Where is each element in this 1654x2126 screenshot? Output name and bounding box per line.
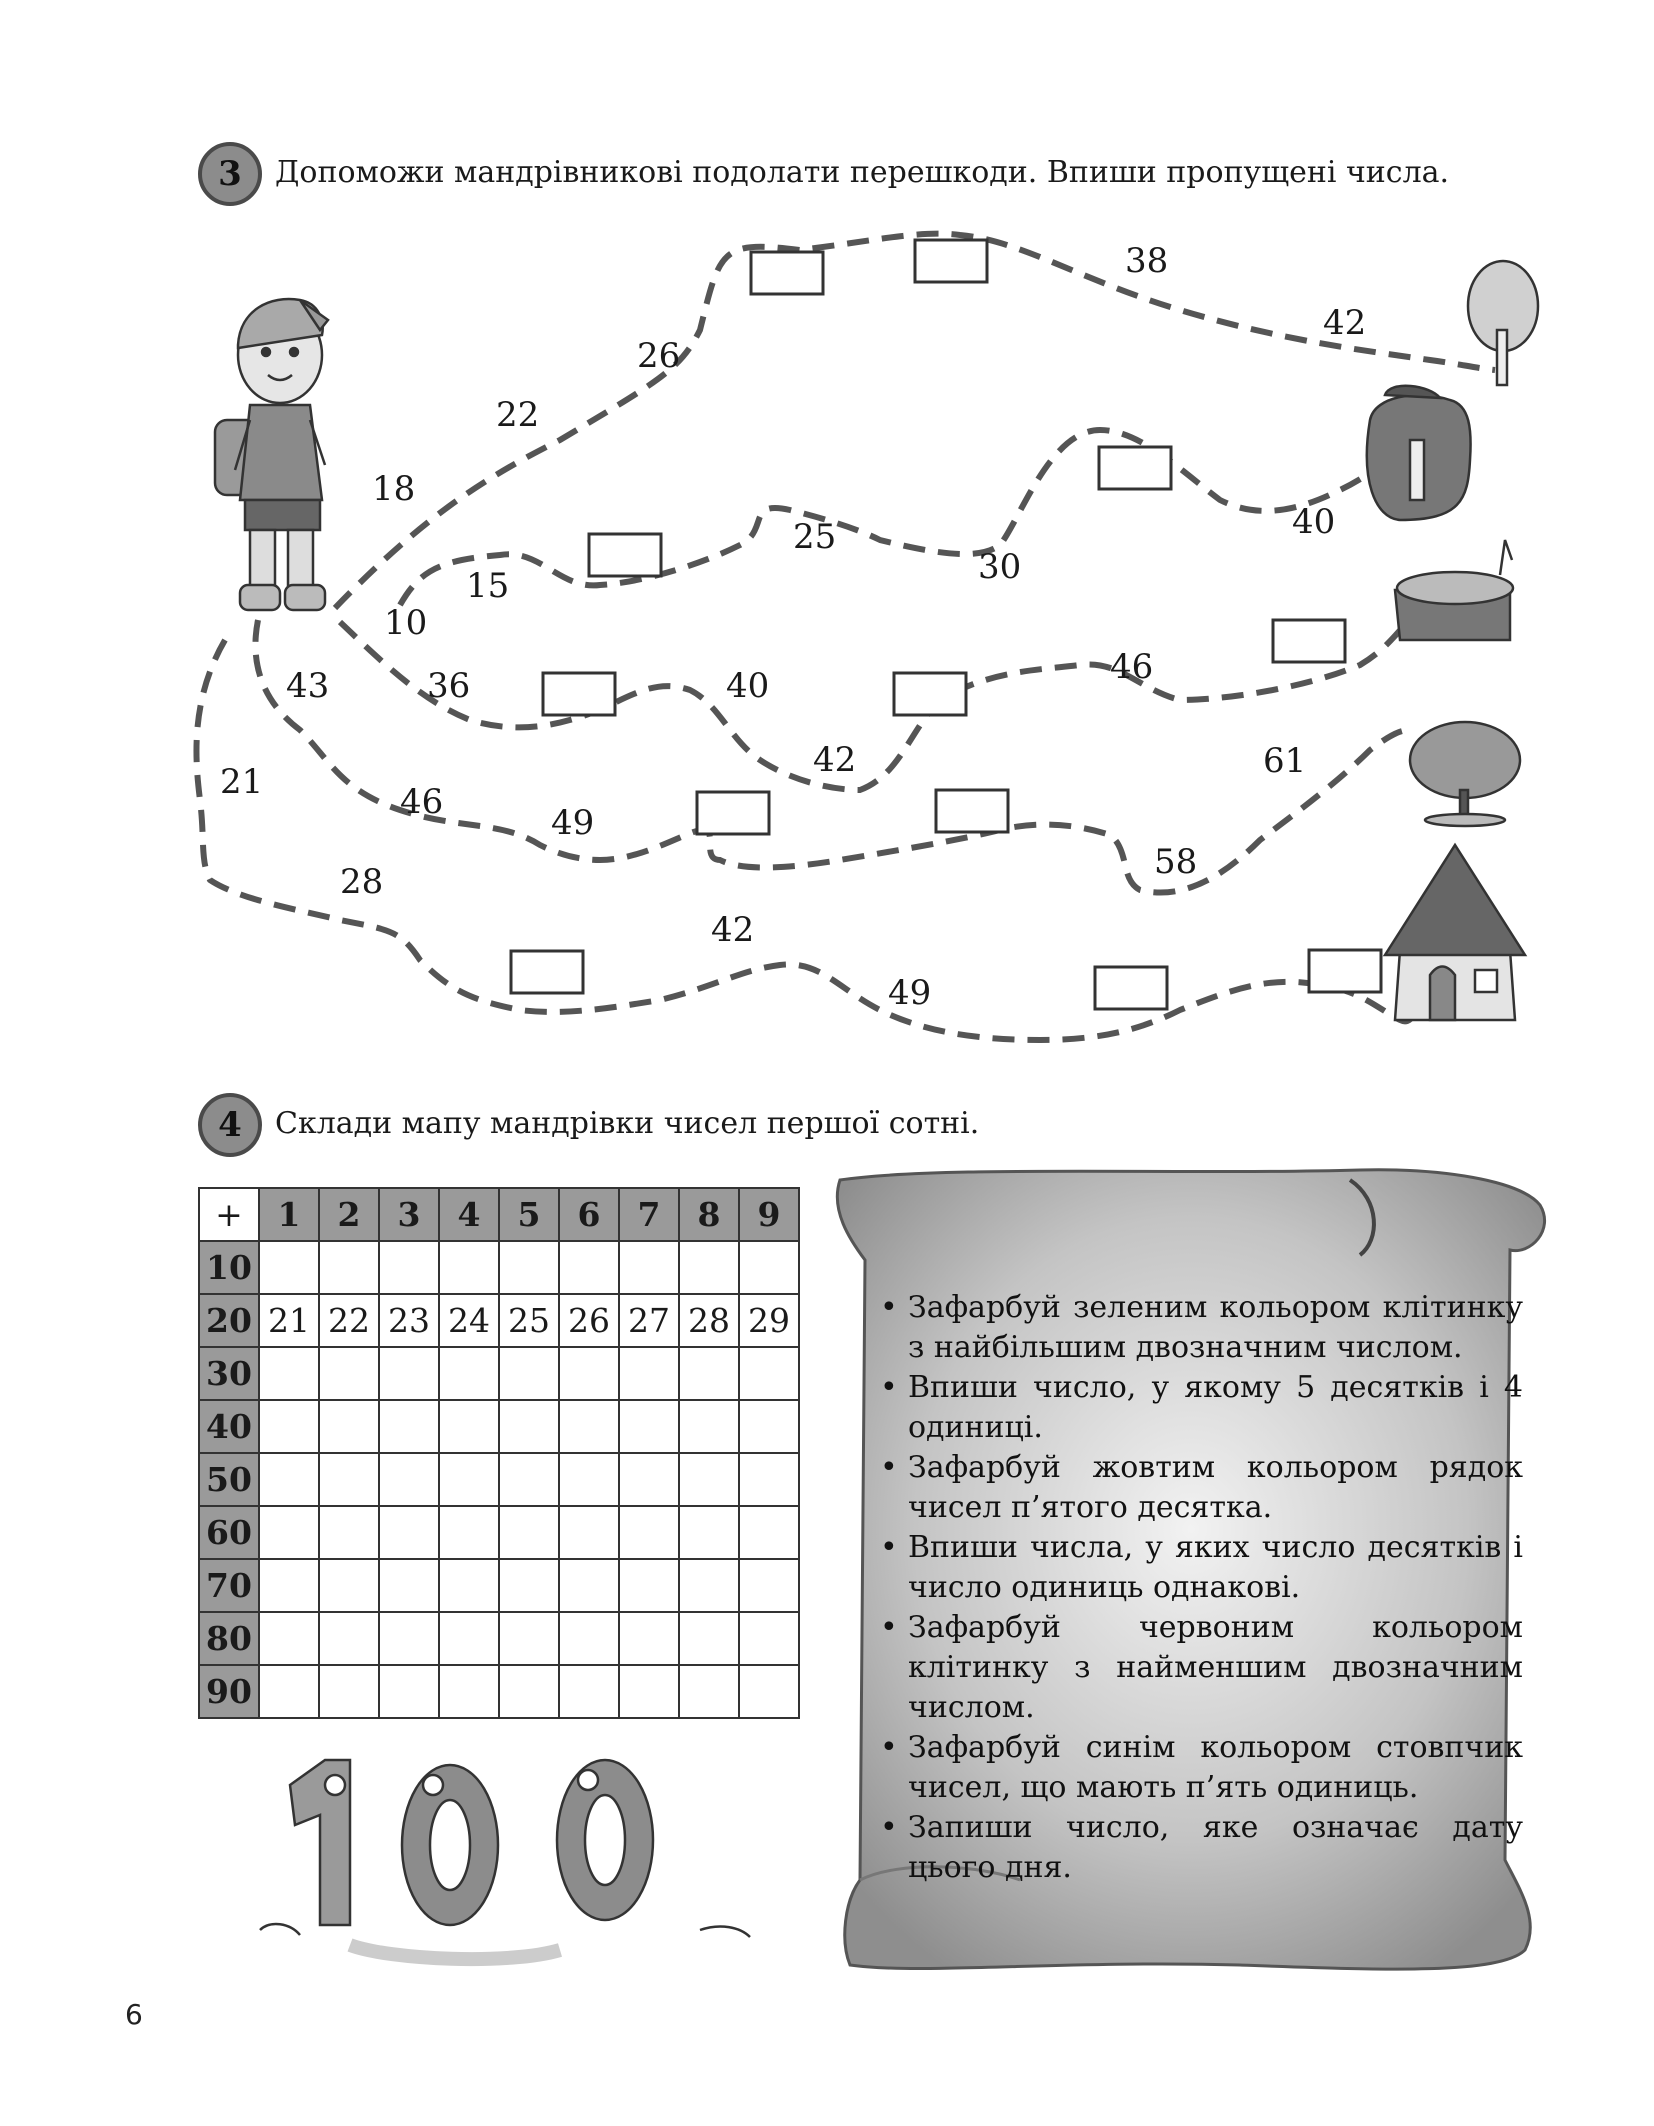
instruction-item: • Впиши число, у якому 5 десятків і 4 одиниці.: [878, 1368, 1523, 1448]
task-3-instruction: Допоможи мандрівникові подолати перешкоди. Впиши пропущені числа.: [275, 155, 1450, 190]
row-header-tens: 70: [199, 1559, 259, 1612]
table-row: [199, 1612, 799, 1665]
path-number: 38: [1125, 241, 1169, 281]
table-cell[interactable]: [439, 1506, 499, 1559]
table-cell[interactable]: [619, 1241, 679, 1294]
table-cell[interactable]: [499, 1400, 559, 1453]
table-cell[interactable]: 25: [499, 1294, 559, 1347]
path-number: 42: [711, 910, 755, 950]
missing-number-box[interactable]: [1309, 950, 1381, 992]
table-cell[interactable]: [739, 1453, 799, 1506]
table-cell[interactable]: [739, 1506, 799, 1559]
table-cell[interactable]: [679, 1559, 739, 1612]
table-cell[interactable]: [559, 1559, 619, 1612]
table-cell[interactable]: [739, 1400, 799, 1453]
table-row: [199, 1347, 799, 1400]
table-cell[interactable]: [259, 1400, 319, 1453]
table-cell[interactable]: [319, 1665, 379, 1718]
table-row: [199, 1506, 799, 1559]
task-3-badge: [198, 142, 262, 206]
column-header-units: 3: [379, 1188, 439, 1241]
table-corner-plus: +: [199, 1188, 259, 1241]
column-header-units: 6: [559, 1188, 619, 1241]
instruction-item: • Зафарбуй червоним кольором клітинку з найменшим двозначним числом.: [878, 1608, 1523, 1728]
table-cell[interactable]: [379, 1506, 439, 1559]
table-cell[interactable]: [319, 1612, 379, 1665]
table-cell[interactable]: [259, 1559, 319, 1612]
waterfall-rock-illustration: [1367, 386, 1471, 520]
instruction-item: • Зафарбуй синім кольором стовпчик чисел, що мають п’ять одиниць.: [878, 1728, 1523, 1808]
row-header-tens: 80: [199, 1612, 259, 1665]
table-cell[interactable]: [319, 1241, 379, 1294]
column-header-units: 9: [739, 1188, 799, 1241]
table-cell[interactable]: [499, 1241, 559, 1294]
task-3-number: 3: [218, 154, 242, 194]
table-cell[interactable]: [739, 1612, 799, 1665]
path-number: 18: [372, 469, 416, 509]
missing-number-box[interactable]: [894, 673, 966, 715]
path-number: 49: [888, 973, 932, 1013]
maze-path-house: [196, 640, 1420, 1040]
table-cell[interactable]: [259, 1453, 319, 1506]
path-number: 42: [1323, 303, 1367, 343]
instruction-item: • Впиши числа, у яких число десятків і число одиниць однакові.: [878, 1528, 1523, 1608]
table-row: [199, 1400, 799, 1453]
table-cell[interactable]: [679, 1400, 739, 1453]
table-cell[interactable]: 22: [319, 1294, 379, 1347]
table-row: [199, 1559, 799, 1612]
table-cell[interactable]: [619, 1347, 679, 1400]
table-cell[interactable]: [379, 1665, 439, 1718]
table-cell[interactable]: [439, 1665, 499, 1718]
table-cell[interactable]: [619, 1665, 679, 1718]
missing-number-box[interactable]: [1099, 447, 1171, 489]
path-number: 26: [637, 336, 681, 376]
missing-number-box[interactable]: [589, 534, 661, 576]
table-cell[interactable]: [379, 1347, 439, 1400]
path-number: 58: [1154, 842, 1198, 882]
table-cell[interactable]: [379, 1400, 439, 1453]
table-cell[interactable]: [679, 1612, 739, 1665]
table-cell[interactable]: [499, 1665, 559, 1718]
table-cell[interactable]: [439, 1612, 499, 1665]
table-cell[interactable]: [739, 1241, 799, 1294]
table-cell[interactable]: [619, 1612, 679, 1665]
table-cell[interactable]: [259, 1241, 319, 1294]
path-number: 10: [384, 603, 428, 643]
table-cell[interactable]: [319, 1506, 379, 1559]
table-row: [199, 1241, 799, 1294]
column-header-units: 8: [679, 1188, 739, 1241]
path-number: 21: [220, 762, 264, 802]
number-100-mascot-illustration: [250, 1745, 760, 1970]
path-number: 40: [726, 666, 770, 706]
missing-number-box[interactable]: [751, 252, 823, 294]
column-header-units: 5: [499, 1188, 559, 1241]
table-cell[interactable]: [259, 1347, 319, 1400]
path-number: 46: [400, 782, 444, 822]
table-cell[interactable]: [379, 1453, 439, 1506]
table-cell[interactable]: 29: [739, 1294, 799, 1347]
row-header-tens: 20: [199, 1294, 259, 1347]
table-cell[interactable]: 23: [379, 1294, 439, 1347]
path-number: 61: [1263, 741, 1307, 781]
bush-illustration: [1410, 722, 1520, 826]
missing-number-box[interactable]: [915, 240, 987, 282]
path-number: 43: [286, 666, 330, 706]
row-header-tens: 60: [199, 1506, 259, 1559]
table-cell[interactable]: [319, 1400, 379, 1453]
table-cell[interactable]: [439, 1400, 499, 1453]
path-number: 36: [427, 666, 471, 706]
table-cell[interactable]: [319, 1347, 379, 1400]
path-number: 42: [813, 740, 857, 780]
table-cell[interactable]: [439, 1559, 499, 1612]
table-cell[interactable]: [439, 1241, 499, 1294]
instruction-item: • Зафарбуй жовтим кольором рядок чисел п’ятого десятка.: [878, 1448, 1523, 1528]
table-cell[interactable]: [559, 1400, 619, 1453]
row-header-tens: 50: [199, 1453, 259, 1506]
row-header-tens: 40: [199, 1400, 259, 1453]
table-cell[interactable]: [559, 1665, 619, 1718]
table-cell[interactable]: [619, 1453, 679, 1506]
table-cell[interactable]: [319, 1453, 379, 1506]
table-cell[interactable]: [319, 1559, 379, 1612]
missing-number-box[interactable]: [1095, 967, 1167, 1009]
table-cell[interactable]: [259, 1506, 319, 1559]
table-cell[interactable]: [559, 1453, 619, 1506]
maze-path-waterfall: [400, 430, 1395, 605]
path-number: 28: [340, 862, 384, 902]
table-cell[interactable]: [739, 1347, 799, 1400]
instruction-item: • Зафарбуй зеленим кольором клітинку з найбільшим двозначним числом.: [878, 1288, 1523, 1368]
travel-maze: [0, 200, 1654, 1060]
column-header-units: 1: [259, 1188, 319, 1241]
column-header-units: 7: [619, 1188, 679, 1241]
table-cell[interactable]: [499, 1506, 559, 1559]
table-cell[interactable]: [379, 1612, 439, 1665]
table-cell[interactable]: [499, 1453, 559, 1506]
missing-number-box[interactable]: [543, 673, 615, 715]
path-number: 22: [496, 395, 540, 435]
path-number: 40: [1292, 502, 1336, 542]
table-cell[interactable]: [619, 1506, 679, 1559]
row-header-tens: 10: [199, 1241, 259, 1294]
table-cell[interactable]: [679, 1241, 739, 1294]
table-cell[interactable]: [439, 1453, 499, 1506]
table-cell[interactable]: [679, 1453, 739, 1506]
table-cell[interactable]: 24: [439, 1294, 499, 1347]
missing-number-box[interactable]: [511, 951, 583, 993]
table-cell[interactable]: [259, 1612, 319, 1665]
table-cell[interactable]: [559, 1612, 619, 1665]
table-cell[interactable]: [439, 1347, 499, 1400]
maze-path-stump: [340, 622, 1405, 790]
table-cell[interactable]: [739, 1559, 799, 1612]
table-header-row: [199, 1188, 799, 1241]
table-cell[interactable]: [559, 1347, 619, 1400]
path-number: 25: [793, 517, 837, 557]
row-header-tens: 30: [199, 1347, 259, 1400]
table-cell[interactable]: [559, 1506, 619, 1559]
table-row: [199, 1453, 799, 1506]
table-cell[interactable]: [259, 1665, 319, 1718]
table-cell[interactable]: [679, 1506, 739, 1559]
row-header-tens: 90: [199, 1665, 259, 1718]
table-cell[interactable]: [679, 1347, 739, 1400]
path-number: 30: [978, 547, 1022, 587]
table-cell[interactable]: [739, 1665, 799, 1718]
table-cell[interactable]: 27: [619, 1294, 679, 1347]
missing-number-box[interactable]: [1273, 620, 1345, 662]
task-4-number: 4: [218, 1105, 242, 1145]
table-cell[interactable]: [379, 1559, 439, 1612]
table-cell[interactable]: [499, 1347, 559, 1400]
traveler-girl-illustration: [215, 299, 328, 610]
table-cell[interactable]: 28: [679, 1294, 739, 1347]
task-4-badge: [198, 1093, 262, 1157]
table-cell[interactable]: [499, 1559, 559, 1612]
table-cell[interactable]: [379, 1241, 439, 1294]
column-header-units: 2: [319, 1188, 379, 1241]
table-cell[interactable]: [619, 1400, 679, 1453]
missing-number-box[interactable]: [936, 790, 1008, 832]
table-cell[interactable]: 21: [259, 1294, 319, 1347]
table-cell[interactable]: [619, 1559, 679, 1612]
column-header-units: 4: [439, 1188, 499, 1241]
instruction-item: • Запиши число, яке означає дату цього дня.: [878, 1808, 1523, 1888]
table-row: [199, 1294, 799, 1347]
missing-number-box[interactable]: [697, 792, 769, 834]
hundred-map-table: [198, 1187, 800, 1719]
table-row: [199, 1665, 799, 1718]
task-4-instruction: Склади мапу мандрівки чисел першої сотні.: [275, 1106, 980, 1141]
page-number: 6: [125, 1998, 143, 2031]
table-cell[interactable]: 26: [559, 1294, 619, 1347]
path-number: 49: [551, 803, 595, 843]
table-cell[interactable]: [499, 1612, 559, 1665]
fairy-house-illustration: [1385, 845, 1525, 1020]
table-cell[interactable]: [679, 1665, 739, 1718]
tree-stump-illustration: [1395, 540, 1513, 640]
scroll-instructions-list: [878, 1288, 1523, 1888]
path-number: 15: [466, 566, 510, 606]
path-number: 46: [1110, 647, 1154, 687]
mascot-number-label: 100: [250, 1745, 252, 1746]
table-cell[interactable]: [559, 1241, 619, 1294]
